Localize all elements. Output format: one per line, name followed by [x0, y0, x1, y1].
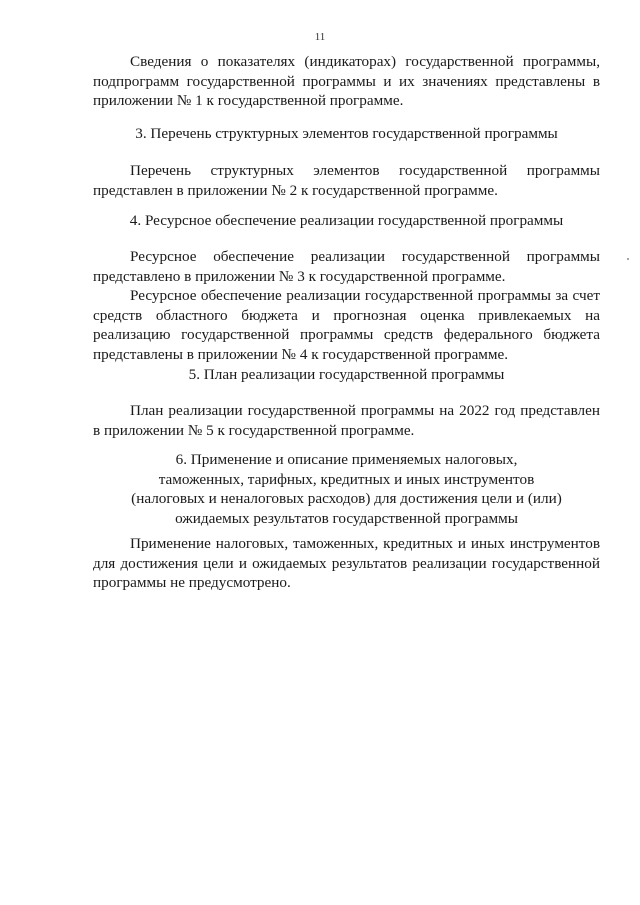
section-6-paragraph: Применение налоговых, таможенных, кредитных и иных инструментов для достижения цели и ожидаемых результатов реализации государственной программы не предусмотрено.: [93, 535, 600, 591]
section-3-block: [93, 161, 600, 200]
margin-dot: [627, 258, 629, 260]
section-6-heading: [93, 450, 600, 528]
section-6-block: [93, 534, 600, 593]
section-4-paragraph-2: Ресурсное обеспечение реализации государственной программы за счет средств областного бюджета и прогнозная оценка привлекаемых на реализацию государственной программы средств федерального бюджета представлены в приложении № 4 к государственной программе.: [93, 287, 600, 363]
section-3-paragraph: Перечень структурных элементов государственной программы представлен в приложении № 2 к государственной программе.: [93, 162, 600, 199]
intro-block: [93, 52, 600, 111]
section-6-heading-line: 6. Применение и описание применяемых налоговых,: [175, 451, 518, 468]
intro-paragraph: Сведения о показателях (индикаторах) государственной программы, подпрограмм государственной программы и их значениях представлены в приложении № 1 к государственной программе.: [93, 53, 600, 109]
section-4-block: [93, 247, 600, 364]
section-4-heading: 4. Ресурсное обеспечение реализации государственной программы: [129, 212, 564, 229]
page-number: 11: [314, 31, 326, 43]
section-6-heading-line: ожидаемых результатов государственной программы: [175, 509, 518, 527]
section-5-heading: 5. План реализации государственной программы: [188, 366, 505, 383]
section-3-heading: 3. Перечень структурных элементов государственной программы: [135, 125, 558, 142]
section-4-paragraph-1: Ресурсное обеспечение реализации государственной программы представлено в приложении № 3 к государственной программе.: [93, 248, 600, 285]
section-6-heading-line: таможенных, тарифных, кредитных и иных инструментов: [158, 470, 535, 488]
section-6-heading-line: (налоговых и неналоговых расходов) для достижения цели и (или): [131, 490, 562, 507]
section-5-paragraph: План реализации государственной программы на 2022 год представлен в приложении № 5 к государственной программе.: [93, 402, 600, 439]
section-5-block: [93, 401, 600, 440]
